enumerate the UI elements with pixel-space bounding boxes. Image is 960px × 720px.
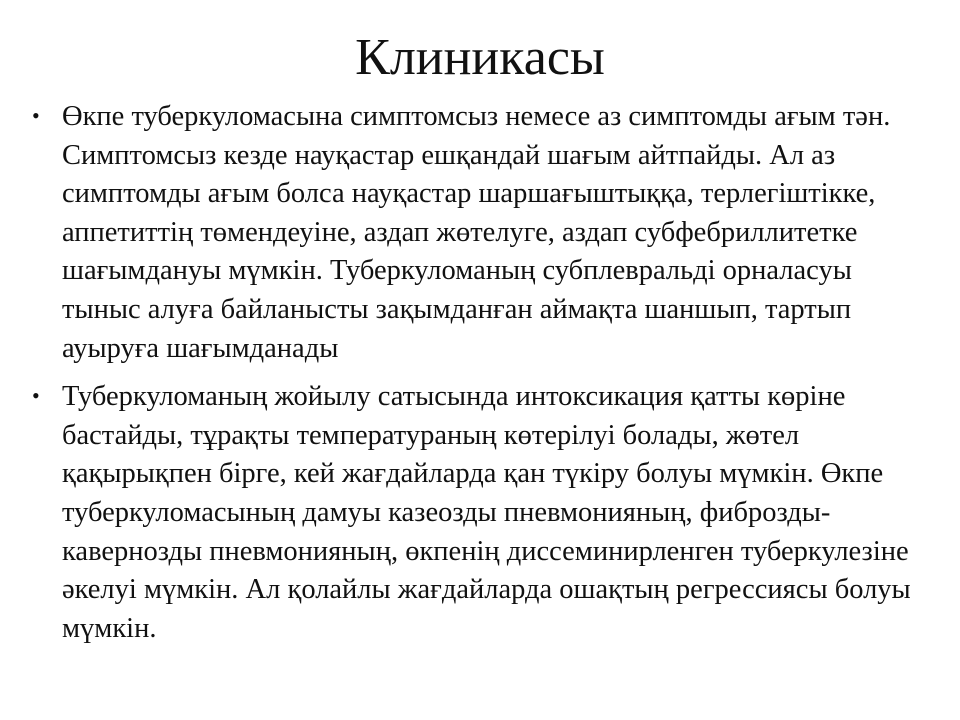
bullet-list	[30, 98, 930, 658]
bullet-icon: •	[32, 383, 40, 409]
slide-title: Клиникасы	[355, 29, 605, 86]
bullet-text: Туберкуломаның жойылу сатысында интоксикация қатты көріне бастайды, тұрақты температураның көтерілуі болады, жөтел қақырықпен бірге, кей жағдайларда қан түкіру болуы мүмкін. Өкпе туберкуломасының дамуы казеозды пневмонияның, фиброзды-кавернозды пневмонияның, өкпенің диссеминирленген туберкулезіне әкелуі мүмкін. Ал қолайлы жағдайларда ошақтың регрессиясы болуы мүмкін.	[62, 381, 911, 644]
bullet-item	[30, 378, 930, 648]
bullet-item	[30, 98, 930, 368]
bullet-icon: •	[32, 103, 40, 128]
bullet-text: Өкпе туберкуломасына симптомсыз немесе аз симптомды ағым тән. Симптомсыз кезде науқастар ешқандай шағым айтпайды. Ал аз симптомды ағым болса науқастар шаршағыштыққа, терлегіштікке, аппетиттің төмендеуіне, аздап жөтелуге, аздап субфебриллитетке шағымдануы мүмкін. Туберкуломаның субплевральді орналасуы тыныс алуға байланысты зақымданған аймақта шаншып, тартып ауыруға шағымданады	[62, 101, 891, 364]
